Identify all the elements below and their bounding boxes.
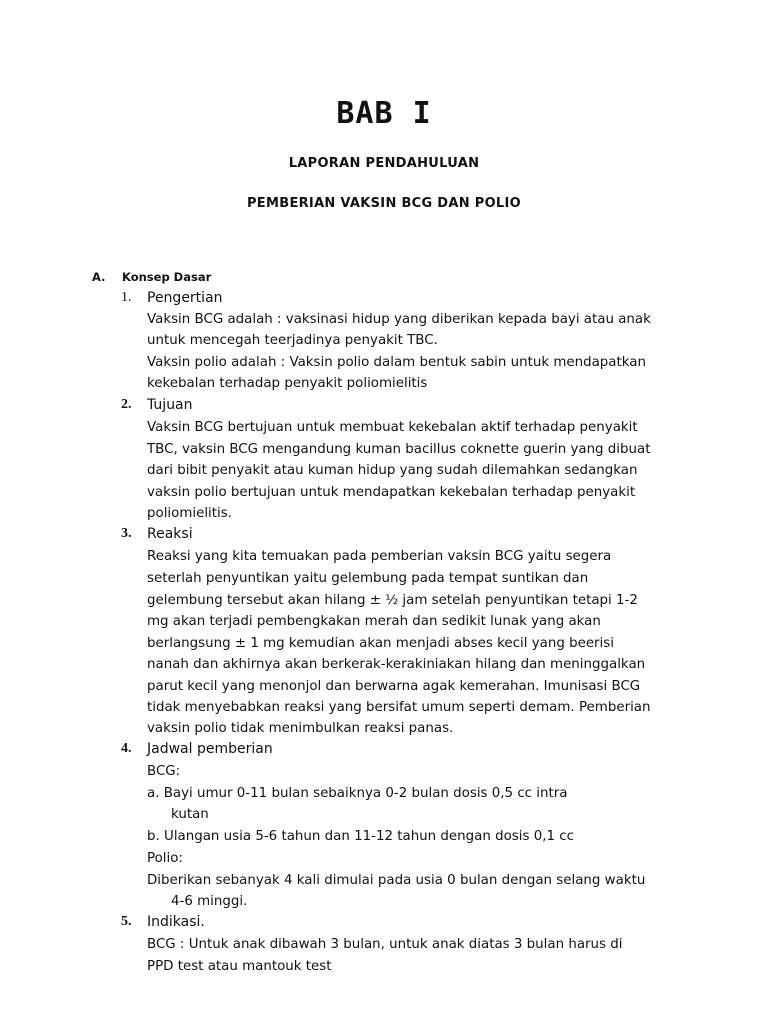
item-line: vaksin polio tidak menimbulkan reaksi panas. [147, 721, 454, 736]
item-line: BCG: [147, 764, 181, 779]
item-line: kekebalan terhadap penyakit poliomielitis [147, 376, 428, 391]
section-letter: A. [92, 270, 106, 284]
report-subtitle: PEMBERIAN VAKSIN BCG DAN POLIO [246, 196, 522, 211]
item-line: BCG : Untuk anak dibawah 3 bulan, untuk anak diatas 3 bulan harus di [147, 937, 623, 952]
item-heading: Jadwal pemberian [147, 741, 273, 757]
item-heading: Tujuan [147, 397, 193, 413]
item-number: 1. [121, 290, 132, 305]
item-line: Vaksin BCG adalah : vaksinasi hidup yang diberikan kepada bayi atau anak [147, 312, 651, 327]
item-line: TBC, vaksin BCG mengandung kuman bacillus coknette guerin yang dibuat [147, 442, 651, 457]
item-line: untuk mencegah teerjadinya penyakit TBC. [147, 333, 438, 348]
item-number: 4. [121, 741, 132, 756]
item-line: a. Bayi umur 0-11 bulan sebaiknya 0-2 bulan dosis 0,5 cc intra [147, 786, 568, 801]
section-heading [92, 270, 211, 284]
item-heading: Indikasi. [147, 914, 205, 930]
item-heading: Pengertian [147, 290, 223, 306]
item-line: Diberikan sebanyak 4 kali dimulai pada usia 0 bulan dengan selang waktu [147, 873, 646, 888]
item-line: Vaksin BCG bertujuan untuk membuat kekebalan aktif terhadap penyakit [147, 420, 638, 435]
item-number: 2. [121, 397, 132, 412]
item-line: gelembung tersebut akan hilang ± ½ jam setelah penyuntikan tetapi 1-2 [147, 593, 638, 608]
item-heading: Reaksi [147, 526, 193, 542]
chapter-title: BAB I [336, 96, 432, 131]
item-line: vaksin polio bertujuan untuk mendapatkan kekebalan terhadap penyakit [147, 485, 636, 500]
item-line: tidak menyebabkan reaksi yang bersifat umum seperti demam. Pemberian [147, 700, 651, 715]
item-line: PPD test atau mantouk test [147, 959, 332, 974]
section-label: Konsep Dasar [122, 270, 212, 284]
item-line: 4-6 minggi. [171, 894, 248, 909]
item-line: dari bibit penyakit atau kuman hidup yang sudah dilemahkan sedangkan [147, 463, 638, 478]
item-line: mg akan terjadi pembengkakan merah dan sedikit lunak yang akan [147, 614, 601, 629]
item-line: Polio: [147, 851, 183, 866]
item-line: Vaksin polio adalah : Vaksin polio dalam bentuk sabin untuk mendapatkan [147, 355, 646, 370]
item-line: berlangsung ± 1 mg kemudian akan menjadi abses kecil yang beerisi [147, 636, 614, 651]
item-line: seterlah penyuntikan yaitu gelembung pada tempat suntikan dan [147, 571, 589, 586]
item-line: parut kecil yang menonjol dan berwarna agak kemerahan. Imunisasi BCG [147, 679, 641, 694]
report-title: LAPORAN PENDAHULUAN [288, 156, 480, 171]
item-line: poliomielitis. [147, 506, 232, 521]
item-line: Reaksi yang kita temuakan pada pemberian vaksin BCG yaitu segera [147, 549, 612, 564]
item-number: 3. [121, 526, 132, 541]
item-line: kutan [171, 807, 209, 822]
item-line: nanah dan akhirnya akan berkerak-kerakiniakan hilang dan meninggalkan [147, 657, 646, 672]
item-number: 5. [121, 914, 132, 929]
item-line: b. Ulangan usia 5-6 tahun dan 11-12 tahun dengan dosis 0,1 cc [147, 829, 574, 844]
